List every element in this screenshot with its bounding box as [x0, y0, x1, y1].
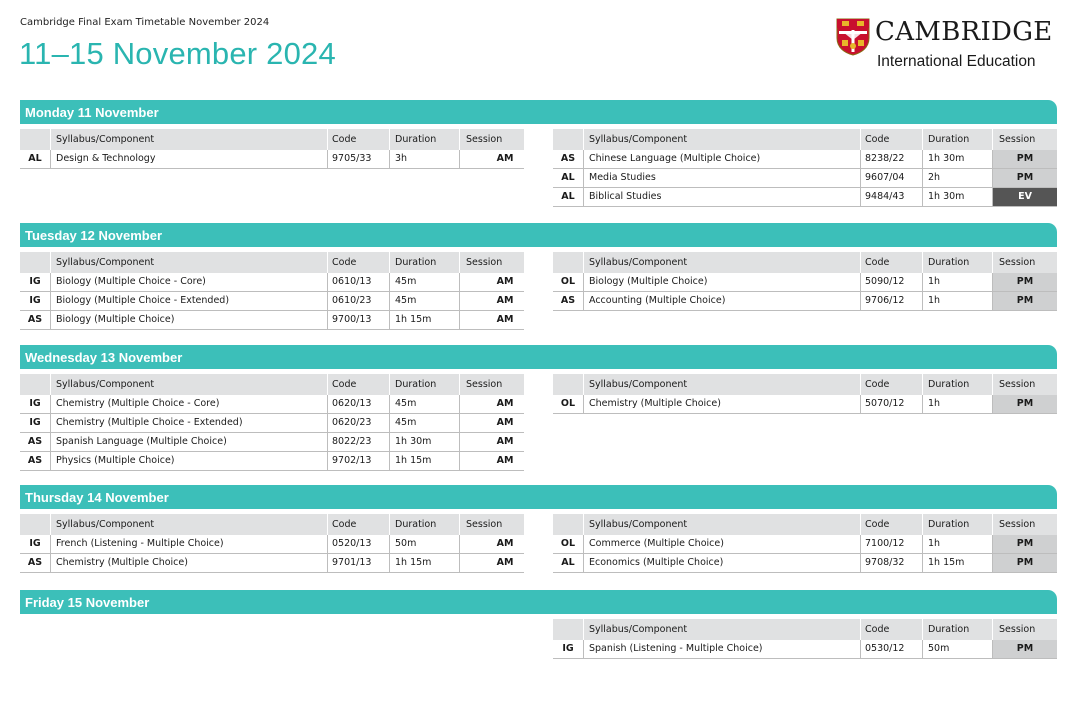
day-header: Friday 15 November: [20, 590, 1057, 614]
syllabus-cell: Chemistry (Multiple Choice): [584, 395, 861, 413]
header-syllabus: Syllabus/Component: [584, 514, 861, 535]
duration-cell: 45m: [390, 395, 460, 413]
header-level: [20, 252, 51, 273]
header-level: [20, 514, 51, 535]
header-duration: Duration: [923, 514, 993, 535]
header-level: [553, 619, 584, 640]
header-duration: Duration: [923, 619, 993, 640]
level-cell: IG: [553, 640, 584, 658]
cambridge-shield-icon: [836, 18, 870, 56]
header-session: Session: [466, 519, 503, 530]
duration-cell: 2h: [923, 169, 993, 187]
level-cell: AS: [20, 433, 51, 451]
header-session: Session: [466, 134, 503, 145]
header-session: Session: [999, 257, 1036, 268]
code-cell: 9700/13: [328, 311, 390, 329]
session-cell: AM: [496, 436, 514, 447]
session-cell: AM: [496, 538, 514, 549]
header-code: Code: [328, 514, 390, 535]
header-duration: Duration: [390, 129, 460, 150]
header-session: Session: [999, 624, 1036, 635]
session-cell: PM: [993, 273, 1057, 291]
duration-cell: 1h 15m: [923, 554, 993, 572]
duration-cell: 1h 15m: [390, 311, 460, 329]
duration-cell: 3h: [390, 150, 460, 168]
code-cell: 0520/13: [328, 535, 390, 553]
exam-row: [553, 395, 1057, 414]
level-cell: IG: [20, 395, 51, 413]
syllabus-cell: Chemistry (Multiple Choice - Extended): [51, 414, 328, 432]
syllabus-cell: Biology (Multiple Choice - Extended): [51, 292, 328, 310]
table-header: [553, 129, 1057, 150]
exam-row: [553, 554, 1057, 573]
header-code: Code: [328, 129, 390, 150]
table-header: [553, 514, 1057, 535]
header-code: Code: [861, 374, 923, 395]
level-cell: AL: [553, 188, 584, 206]
code-cell: 9701/13: [328, 554, 390, 572]
level-cell: AL: [553, 554, 584, 572]
session-cell: PM: [993, 150, 1057, 168]
code-cell: 9708/32: [861, 554, 923, 572]
level-cell: IG: [20, 292, 51, 310]
table-header: [553, 252, 1057, 273]
duration-cell: 50m: [923, 640, 993, 658]
exam-row: [553, 273, 1057, 292]
day-header: Tuesday 12 November: [20, 223, 1057, 247]
syllabus-cell: Accounting (Multiple Choice): [584, 292, 861, 310]
exam-row: [20, 273, 524, 292]
session-cell: PM: [993, 169, 1057, 187]
duration-cell: 1h: [923, 535, 993, 553]
header-session: Session: [466, 379, 503, 390]
duration-cell: 1h: [923, 273, 993, 291]
table-header: [553, 374, 1057, 395]
right-exam-table: [553, 374, 1057, 414]
header-level: [553, 514, 584, 535]
exam-row: [20, 433, 524, 452]
level-cell: IG: [20, 535, 51, 553]
day-header: Thursday 14 November: [20, 485, 1057, 509]
code-cell: 0620/13: [328, 395, 390, 413]
left-exam-table: [20, 374, 524, 471]
syllabus-cell: Biology (Multiple Choice - Core): [51, 273, 328, 291]
page-title: 11–15 November 2024: [19, 36, 336, 71]
level-cell: AS: [20, 452, 51, 470]
syllabus-cell: Spanish (Listening - Multiple Choice): [584, 640, 861, 658]
code-cell: 0620/23: [328, 414, 390, 432]
session-cell: PM: [993, 395, 1057, 413]
session-cell: PM: [993, 535, 1057, 553]
logo-wordmark: CAMBRIDGE: [875, 17, 1053, 47]
header-code: Code: [861, 252, 923, 273]
exam-row: [20, 535, 524, 554]
table-header: [553, 619, 1057, 640]
exam-row: [553, 292, 1057, 311]
duration-cell: 1h: [923, 395, 993, 413]
duration-cell: 45m: [390, 273, 460, 291]
duration-cell: 45m: [390, 414, 460, 432]
header-syllabus: Syllabus/Component: [51, 252, 328, 273]
day-header: Monday 11 November: [20, 100, 1057, 124]
exam-row: [20, 150, 524, 169]
logo-subtitle: International Education: [877, 53, 1036, 70]
header-duration: Duration: [923, 252, 993, 273]
session-cell: PM: [993, 292, 1057, 310]
day-section: [20, 485, 1057, 568]
day-section: [20, 345, 1057, 466]
session-cell: AM: [496, 417, 514, 428]
session-cell: AM: [496, 557, 514, 568]
header-session: Session: [999, 519, 1036, 530]
header-duration: Duration: [390, 252, 460, 273]
level-cell: AS: [20, 311, 51, 329]
header-level: [553, 374, 584, 395]
syllabus-cell: French (Listening - Multiple Choice): [51, 535, 328, 553]
level-cell: AL: [553, 169, 584, 187]
header-duration: Duration: [923, 129, 993, 150]
header-syllabus: Syllabus/Component: [584, 252, 861, 273]
syllabus-cell: Design & Technology: [51, 150, 328, 168]
syllabus-cell: Commerce (Multiple Choice): [584, 535, 861, 553]
session-cell: AM: [496, 295, 514, 306]
right-exam-table: [553, 619, 1057, 659]
header-duration: Duration: [390, 514, 460, 535]
code-cell: 7100/12: [861, 535, 923, 553]
header-level: [553, 252, 584, 273]
day-header: Wednesday 13 November: [20, 345, 1057, 369]
duration-cell: 50m: [390, 535, 460, 553]
session-cell: AM: [496, 314, 514, 325]
session-cell: AM: [496, 276, 514, 287]
duration-cell: 1h 15m: [390, 554, 460, 572]
code-cell: 0610/13: [328, 273, 390, 291]
header-level: [20, 374, 51, 395]
header-syllabus: Syllabus/Component: [51, 374, 328, 395]
code-cell: 9706/12: [861, 292, 923, 310]
day-section: [20, 223, 1057, 325]
syllabus-cell: Biblical Studies: [584, 188, 861, 206]
header-code: Code: [861, 514, 923, 535]
left-exam-table: [20, 129, 524, 169]
exam-row: [553, 169, 1057, 188]
session-cell: AM: [496, 398, 514, 409]
duration-cell: 1h 30m: [923, 188, 993, 206]
duration-cell: 45m: [390, 292, 460, 310]
exam-row: [20, 554, 524, 573]
header-code: Code: [328, 374, 390, 395]
session-cell: AM: [496, 455, 514, 466]
level-cell: OL: [553, 273, 584, 291]
syllabus-cell: Chemistry (Multiple Choice - Core): [51, 395, 328, 413]
exam-row: [20, 311, 524, 330]
code-cell: 0610/23: [328, 292, 390, 310]
code-cell: 9484/43: [861, 188, 923, 206]
syllabus-cell: Biology (Multiple Choice): [584, 273, 861, 291]
header-code: Code: [861, 619, 923, 640]
left-exam-table: [20, 252, 524, 330]
syllabus-cell: Media Studies: [584, 169, 861, 187]
code-cell: 9607/04: [861, 169, 923, 187]
level-cell: AL: [20, 150, 51, 168]
header-code: Code: [328, 252, 390, 273]
code-cell: 5070/12: [861, 395, 923, 413]
session-cell: EV: [993, 188, 1057, 206]
header-syllabus: Syllabus/Component: [51, 129, 328, 150]
header-duration: Duration: [390, 374, 460, 395]
header-session: Session: [999, 379, 1036, 390]
level-cell: OL: [553, 395, 584, 413]
code-cell: 5090/12: [861, 273, 923, 291]
syllabus-cell: Chemistry (Multiple Choice): [51, 554, 328, 572]
session-cell: PM: [993, 554, 1057, 572]
level-cell: AS: [20, 554, 51, 572]
header-level: [553, 129, 584, 150]
syllabus-cell: Biology (Multiple Choice): [51, 311, 328, 329]
header-level: [20, 129, 51, 150]
duration-cell: 1h 30m: [390, 433, 460, 451]
exam-row: [553, 535, 1057, 554]
code-cell: 0530/12: [861, 640, 923, 658]
cambridge-logo: [836, 18, 1061, 74]
exam-row: [553, 640, 1057, 659]
syllabus-cell: Physics (Multiple Choice): [51, 452, 328, 470]
session-cell: PM: [993, 640, 1057, 658]
right-exam-table: [553, 129, 1057, 207]
header-session: Session: [999, 134, 1036, 145]
code-cell: 8238/22: [861, 150, 923, 168]
level-cell: IG: [20, 273, 51, 291]
left-exam-table: [20, 514, 524, 573]
header-code: Code: [861, 129, 923, 150]
table-header: [20, 374, 524, 395]
level-cell: AS: [553, 150, 584, 168]
document-label: Cambridge Final Exam Timetable November 2024: [20, 17, 270, 28]
level-cell: IG: [20, 414, 51, 432]
table-header: [20, 514, 524, 535]
header-syllabus: Syllabus/Component: [584, 619, 861, 640]
day-section: [20, 100, 1057, 202]
right-exam-table: [553, 514, 1057, 573]
table-header: [20, 129, 524, 150]
header-session: Session: [466, 257, 503, 268]
code-cell: 9702/13: [328, 452, 390, 470]
header-syllabus: Syllabus/Component: [584, 129, 861, 150]
syllabus-cell: Spanish Language (Multiple Choice): [51, 433, 328, 451]
table-header: [20, 252, 524, 273]
right-exam-table: [553, 252, 1057, 311]
exam-row: [20, 292, 524, 311]
exam-row: [20, 452, 524, 471]
day-section: [20, 590, 1057, 654]
syllabus-cell: Chinese Language (Multiple Choice): [584, 150, 861, 168]
header-syllabus: Syllabus/Component: [584, 374, 861, 395]
syllabus-cell: Economics (Multiple Choice): [584, 554, 861, 572]
code-cell: 8022/23: [328, 433, 390, 451]
header-duration: Duration: [923, 374, 993, 395]
duration-cell: 1h: [923, 292, 993, 310]
duration-cell: 1h 30m: [923, 150, 993, 168]
code-cell: 9705/33: [328, 150, 390, 168]
exam-row: [20, 414, 524, 433]
level-cell: OL: [553, 535, 584, 553]
level-cell: AS: [553, 292, 584, 310]
duration-cell: 1h 15m: [390, 452, 460, 470]
exam-row: [553, 188, 1057, 207]
exam-row: [20, 395, 524, 414]
session-cell: AM: [496, 153, 514, 164]
exam-row: [553, 150, 1057, 169]
header-syllabus: Syllabus/Component: [51, 514, 328, 535]
